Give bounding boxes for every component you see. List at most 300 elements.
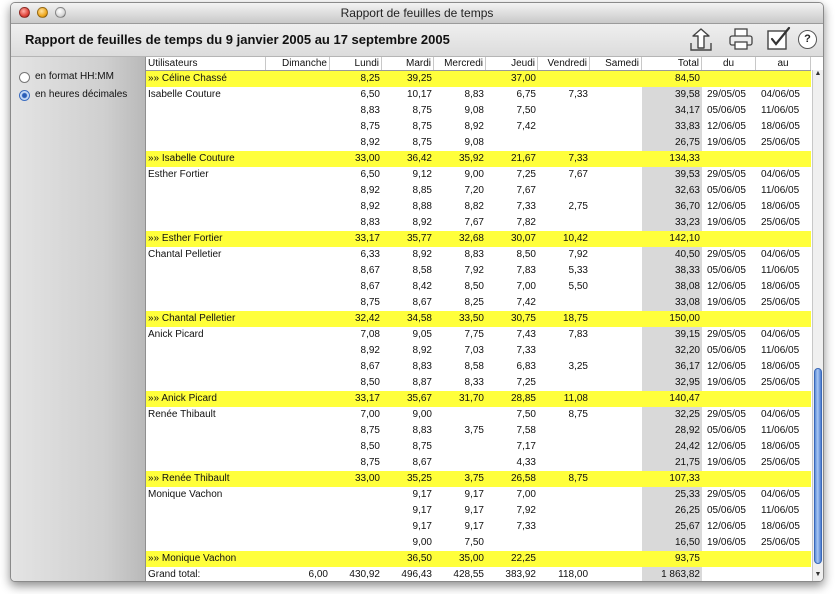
cell-from: 05/06/05	[707, 185, 746, 196]
cell-user	[146, 103, 266, 119]
cell-user: »» Chantal Pelletier	[148, 313, 236, 324]
cell-to	[756, 391, 811, 407]
cell-wednesday	[434, 455, 486, 471]
cell-saturday	[590, 455, 642, 471]
cell-user: »» Isabelle Couture	[148, 153, 235, 164]
cell-thursday: 7,00	[516, 281, 536, 292]
cell-total: 34,17	[674, 105, 700, 116]
cell-to: 18/06/05	[761, 201, 800, 212]
vertical-scrollbar[interactable]	[812, 70, 823, 581]
options-panel	[11, 57, 146, 581]
cell-tuesday: 9,17	[412, 521, 432, 532]
cell-friday	[538, 503, 590, 519]
column-header-wednesday[interactable]: Mercredi	[434, 57, 486, 70]
cell-friday	[538, 551, 590, 567]
cell-saturday	[590, 519, 642, 535]
cell-tuesday: 35,77	[406, 233, 432, 244]
cell-saturday	[590, 423, 642, 439]
cell-sunday	[266, 215, 330, 231]
table-row[interactable]	[146, 247, 811, 263]
cell-user	[146, 503, 266, 519]
cell-thursday: 7,67	[516, 185, 536, 196]
cell-wednesday: 9,17	[464, 505, 484, 516]
cell-friday: 118,00	[558, 569, 588, 580]
cell-from: 05/06/05	[707, 505, 746, 516]
cell-from: 05/06/05	[707, 105, 746, 116]
cell-sunday	[266, 343, 330, 359]
cell-friday: 7,33	[568, 153, 588, 164]
radio-selected-icon[interactable]	[19, 90, 30, 101]
cell-saturday	[590, 391, 642, 407]
cell-friday	[538, 215, 590, 231]
cell-from	[702, 71, 756, 87]
table-row[interactable]	[146, 327, 811, 343]
cell-sunday	[266, 327, 330, 343]
cell-monday	[330, 519, 382, 535]
cell-wednesday: 9,08	[464, 105, 484, 116]
table-row[interactable]	[146, 487, 811, 503]
cell-wednesday: 32,68	[458, 233, 484, 244]
cell-from: 12/06/05	[707, 441, 746, 452]
cell-monday: 7,00	[360, 409, 380, 420]
cell-to: 25/06/05	[761, 457, 800, 468]
cell-user: Anick Picard	[148, 329, 204, 340]
cell-tuesday: 8,88	[412, 201, 432, 212]
cell-to	[756, 551, 811, 567]
cell-monday: 8,92	[360, 345, 380, 356]
cell-from: 19/06/05	[707, 217, 746, 228]
cell-saturday	[590, 503, 642, 519]
cell-tuesday: 10,17	[406, 89, 432, 100]
cell-total: 32,63	[674, 185, 700, 196]
help-button[interactable]: ?	[798, 30, 817, 49]
cell-from	[702, 311, 756, 327]
cell-to: 04/06/05	[761, 409, 800, 420]
cell-sunday	[266, 455, 330, 471]
cell-thursday: 26,58	[510, 473, 536, 484]
table-row[interactable]	[146, 407, 811, 423]
cell-friday	[538, 439, 590, 455]
cell-to: 18/06/05	[761, 521, 800, 532]
cell-tuesday: 8,92	[412, 249, 432, 260]
cell-tuesday: 8,92	[412, 345, 432, 356]
cell-sunday	[266, 263, 330, 279]
column-header-from[interactable]: du	[702, 57, 756, 70]
cell-tuesday: 8,75	[412, 441, 432, 452]
cell-wednesday: 9,00	[464, 169, 484, 180]
cell-to	[756, 567, 811, 582]
table-row[interactable]	[146, 215, 811, 231]
cell-from: 12/06/05	[707, 521, 746, 532]
cell-friday: 3,25	[568, 361, 588, 372]
cell-total: 25,67	[674, 521, 700, 532]
cell-user: »» Esther Fortier	[148, 233, 223, 244]
table-row[interactable]	[146, 295, 811, 311]
cell-saturday	[590, 103, 642, 119]
cell-saturday	[590, 487, 642, 503]
cell-saturday	[590, 359, 642, 375]
cell-to	[756, 71, 811, 87]
cell-thursday: 37,00	[510, 73, 536, 84]
cell-tuesday: 35,67	[406, 393, 432, 404]
table-row[interactable]	[146, 167, 811, 183]
cell-user	[146, 295, 266, 311]
column-header-monday[interactable]: Lundi	[330, 57, 382, 70]
subtotal-row[interactable]	[146, 551, 811, 567]
cell-user	[146, 439, 266, 455]
cell-monday: 8,75	[360, 297, 380, 308]
cell-total: 1 863,82	[661, 569, 700, 580]
cell-monday: 8,75	[360, 457, 380, 468]
cell-user	[146, 519, 266, 535]
cell-friday: 5,33	[568, 265, 588, 276]
cell-thursday: 21,67	[510, 153, 536, 164]
cell-wednesday: 8,83	[464, 249, 484, 260]
cell-tuesday: 36,42	[406, 153, 432, 164]
cell-monday: 7,08	[360, 329, 380, 340]
cell-wednesday: 35,92	[458, 153, 484, 164]
column-header-to[interactable]: au	[756, 57, 811, 70]
table-row[interactable]	[146, 439, 811, 455]
subtotal-row[interactable]	[146, 391, 811, 407]
cell-friday	[538, 487, 590, 503]
cell-friday: 7,67	[568, 169, 588, 180]
cell-sunday	[266, 391, 330, 407]
cell-user: »» Céline Chassé	[148, 73, 227, 84]
cell-monday: 8,83	[360, 105, 380, 116]
checklist-icon[interactable]	[765, 26, 791, 52]
table-row[interactable]	[146, 279, 811, 295]
cell-total: 25,33	[674, 489, 700, 500]
cell-sunday	[266, 311, 330, 327]
table-row[interactable]	[146, 455, 811, 471]
cell-user: »» Monique Vachon	[148, 553, 237, 564]
cell-tuesday: 9,17	[412, 489, 432, 500]
cell-total: 33,08	[674, 297, 700, 308]
subtotal-row[interactable]	[146, 71, 811, 87]
cell-saturday	[590, 151, 642, 167]
cell-friday: 10,42	[562, 233, 588, 244]
cell-thursday: 7,33	[516, 201, 536, 212]
cell-total: 28,92	[674, 425, 700, 436]
cell-to: 18/06/05	[761, 361, 800, 372]
cell-total: 40,50	[674, 249, 700, 260]
grand-total-row[interactable]	[146, 567, 811, 582]
cell-user: Grand total:	[148, 569, 201, 580]
cell-wednesday: 7,75	[464, 329, 484, 340]
cell-monday: 8,50	[360, 377, 380, 388]
cell-user: »» Anick Picard	[148, 393, 217, 404]
scroll-up-icon[interactable]: ▲	[814, 70, 822, 77]
cell-from	[702, 151, 756, 167]
cell-monday: 6,50	[360, 169, 380, 180]
column-header-total[interactable]: Total	[642, 57, 702, 70]
cell-monday	[330, 503, 382, 519]
cell-thursday: 7,17	[516, 441, 536, 452]
cell-total: 21,75	[674, 457, 700, 468]
cell-total: 150,00	[669, 313, 700, 324]
cell-friday	[538, 423, 590, 439]
cell-thursday: 4,33	[516, 457, 536, 468]
cell-wednesday: 8,25	[464, 297, 484, 308]
cell-monday: 8,67	[360, 361, 380, 372]
cell-friday: 7,92	[568, 249, 588, 260]
cell-wednesday: 7,03	[464, 345, 484, 356]
cell-monday	[330, 535, 382, 551]
cell-user: »» Renée Thibault	[148, 473, 230, 484]
cell-tuesday: 9,00	[412, 409, 432, 420]
cell-saturday	[590, 343, 642, 359]
cell-monday: 6,33	[360, 249, 380, 260]
cell-saturday	[590, 551, 642, 567]
cell-user: Renée Thibault	[148, 409, 216, 420]
column-header-saturday[interactable]: Samedi	[590, 57, 642, 70]
cell-wednesday	[434, 407, 486, 423]
cell-total: 32,25	[674, 409, 700, 420]
subtotal-row[interactable]	[146, 151, 811, 167]
cell-from: 29/05/05	[707, 489, 746, 500]
cell-to	[756, 471, 811, 487]
cell-saturday	[590, 71, 642, 87]
toolbar	[11, 24, 823, 57]
cell-tuesday: 35,25	[406, 473, 432, 484]
cell-wednesday: 7,67	[464, 217, 484, 228]
table-row[interactable]	[146, 103, 811, 119]
table-row[interactable]	[146, 503, 811, 519]
cell-sunday	[266, 487, 330, 503]
cell-sunday	[266, 535, 330, 551]
cell-sunday	[266, 135, 330, 151]
cell-from: 29/05/05	[707, 169, 746, 180]
cell-wednesday: 8,83	[464, 89, 484, 100]
timesheet-table	[146, 57, 823, 581]
radio-label: en format HH:MM	[35, 71, 114, 82]
cell-wednesday: 7,20	[464, 185, 484, 196]
table-row[interactable]	[146, 343, 811, 359]
cell-user	[146, 343, 266, 359]
report-title: Rapport de feuilles de temps du 9 janvier 2005 au 17 septembre 2005	[25, 32, 450, 47]
cell-monday: 8,83	[360, 217, 380, 228]
cell-friday: 8,75	[568, 473, 588, 484]
cell-saturday	[590, 471, 642, 487]
cell-total: 32,20	[674, 345, 700, 356]
table-row[interactable]	[146, 375, 811, 391]
cell-saturday	[590, 295, 642, 311]
cell-wednesday: 7,50	[464, 537, 484, 548]
cell-wednesday: 428,55	[453, 569, 484, 580]
radio-unselected-icon[interactable]	[19, 72, 30, 83]
cell-user	[146, 135, 266, 151]
cell-monday: 8,75	[360, 121, 380, 132]
table-row[interactable]	[146, 183, 811, 199]
cell-wednesday	[434, 71, 486, 87]
cell-wednesday: 9,17	[464, 521, 484, 532]
cell-to: 11/06/05	[761, 105, 800, 116]
scroll-down-icon[interactable]: ▼	[814, 571, 822, 578]
column-header-user[interactable]: Utilisateurs	[146, 57, 266, 70]
cell-to: 04/06/05	[761, 489, 800, 500]
cell-tuesday: 9,17	[412, 505, 432, 516]
cell-from: 19/06/05	[707, 137, 746, 148]
cell-user	[146, 119, 266, 135]
cell-saturday	[590, 535, 642, 551]
cell-user	[146, 359, 266, 375]
cell-user	[146, 279, 266, 295]
cell-wednesday	[434, 439, 486, 455]
subtotal-row[interactable]	[146, 311, 811, 327]
cell-user	[146, 455, 266, 471]
table-row[interactable]	[146, 87, 811, 103]
cell-friday	[538, 71, 590, 87]
cell-user	[146, 215, 266, 231]
cell-wednesday: 8,33	[464, 377, 484, 388]
cell-wednesday: 33,50	[458, 313, 484, 324]
print-icon[interactable]	[728, 26, 754, 52]
cell-sunday	[266, 151, 330, 167]
cell-wednesday: 8,82	[464, 201, 484, 212]
cell-total: 24,42	[674, 441, 700, 452]
cell-wednesday: 3,75	[464, 473, 484, 484]
cell-friday: 18,75	[562, 313, 588, 324]
cell-saturday	[590, 167, 642, 183]
cell-monday: 8,25	[360, 73, 380, 84]
cell-friday	[538, 183, 590, 199]
cell-sunday	[266, 167, 330, 183]
cell-thursday: 7,00	[516, 489, 536, 500]
cell-friday: 8,75	[568, 409, 588, 420]
cell-from	[702, 471, 756, 487]
cell-monday: 33,17	[354, 393, 380, 404]
cell-total: 107,33	[669, 473, 700, 484]
cell-tuesday: 8,92	[412, 217, 432, 228]
cell-tuesday: 9,00	[412, 537, 432, 548]
cell-to: 18/06/05	[761, 441, 800, 452]
cell-total: 36,17	[674, 361, 700, 372]
cell-to: 25/06/05	[761, 377, 800, 388]
cell-total: 38,08	[674, 281, 700, 292]
cell-tuesday: 36,50	[406, 553, 432, 564]
column-header-sunday[interactable]: Dimanche	[266, 57, 330, 70]
column-header-friday[interactable]: Vendredi	[538, 57, 590, 70]
cell-sunday	[266, 279, 330, 295]
cell-friday	[538, 119, 590, 135]
cell-saturday	[590, 311, 642, 327]
cell-from: 29/05/05	[707, 249, 746, 260]
cell-tuesday: 8,83	[412, 425, 432, 436]
cell-friday	[538, 519, 590, 535]
table-row[interactable]	[146, 535, 811, 551]
cell-friday: 2,75	[568, 201, 588, 212]
cell-wednesday: 31,70	[458, 393, 484, 404]
cell-thursday: 7,82	[516, 217, 536, 228]
cell-saturday	[590, 439, 642, 455]
export-icon[interactable]	[688, 26, 714, 52]
cell-saturday	[590, 135, 642, 151]
cell-wednesday: 8,50	[464, 281, 484, 292]
cell-thursday	[486, 535, 538, 551]
cell-from	[702, 551, 756, 567]
cell-sunday	[266, 423, 330, 439]
cell-user	[146, 183, 266, 199]
cell-tuesday: 8,83	[412, 361, 432, 372]
cell-tuesday: 9,12	[412, 169, 432, 180]
cell-to: 11/06/05	[761, 185, 800, 196]
cell-total: 33,83	[674, 121, 700, 132]
cell-monday: 8,67	[360, 281, 380, 292]
subtotal-row[interactable]	[146, 471, 811, 487]
scroll-thumb[interactable]	[814, 368, 822, 564]
cell-thursday: 7,42	[516, 297, 536, 308]
cell-tuesday: 8,67	[412, 457, 432, 468]
cell-total: 93,75	[674, 553, 700, 564]
column-header-tuesday[interactable]: Mardi	[382, 57, 434, 70]
cell-thursday: 7,25	[516, 377, 536, 388]
cell-monday: 8,75	[360, 425, 380, 436]
cell-thursday: 7,83	[516, 265, 536, 276]
cell-thursday: 7,42	[516, 121, 536, 132]
cell-to: 25/06/05	[761, 297, 800, 308]
cell-monday: 33,00	[354, 473, 380, 484]
radio-label: en heures décimales	[35, 89, 128, 100]
cell-tuesday: 39,25	[406, 73, 432, 84]
table-row[interactable]	[146, 359, 811, 375]
cell-to: 11/06/05	[761, 505, 800, 516]
cell-wednesday: 8,92	[464, 121, 484, 132]
cell-user: Monique Vachon	[148, 489, 223, 500]
cell-sunday	[266, 71, 330, 87]
cell-sunday	[266, 439, 330, 455]
cell-total: 134,33	[669, 153, 700, 164]
cell-total: 33,23	[674, 217, 700, 228]
cell-from: 19/06/05	[707, 297, 746, 308]
table-row[interactable]	[146, 519, 811, 535]
table-row[interactable]	[146, 119, 811, 135]
cell-to: 25/06/05	[761, 137, 800, 148]
cell-from: 12/06/05	[707, 281, 746, 292]
table-row[interactable]	[146, 199, 811, 215]
column-header-thursday[interactable]: Jeudi	[486, 57, 538, 70]
cell-thursday: 7,50	[516, 105, 536, 116]
subtotal-row[interactable]	[146, 231, 811, 247]
table-row[interactable]	[146, 263, 811, 279]
table-row[interactable]	[146, 135, 811, 151]
cell-to: 04/06/05	[761, 89, 800, 100]
cell-total: 39,53	[674, 169, 700, 180]
cell-sunday	[266, 551, 330, 567]
cell-sunday	[266, 359, 330, 375]
cell-thursday: 7,33	[516, 345, 536, 356]
cell-from: 19/06/05	[707, 377, 746, 388]
cell-monday: 33,17	[354, 233, 380, 244]
cell-friday: 7,33	[568, 89, 588, 100]
cell-wednesday: 9,17	[464, 489, 484, 500]
cell-friday	[538, 535, 590, 551]
cell-sunday	[266, 503, 330, 519]
cell-sunday	[266, 375, 330, 391]
cell-from: 19/06/05	[707, 457, 746, 468]
cell-saturday	[590, 567, 642, 582]
cell-to: 04/06/05	[761, 169, 800, 180]
cell-tuesday: 9,05	[412, 329, 432, 340]
table-row[interactable]	[146, 423, 811, 439]
cell-wednesday: 7,92	[464, 265, 484, 276]
cell-saturday	[590, 199, 642, 215]
cell-from	[702, 391, 756, 407]
cell-thursday: 6,83	[516, 361, 536, 372]
cell-sunday	[266, 407, 330, 423]
cell-to: 04/06/05	[761, 329, 800, 340]
cell-to	[756, 311, 811, 327]
